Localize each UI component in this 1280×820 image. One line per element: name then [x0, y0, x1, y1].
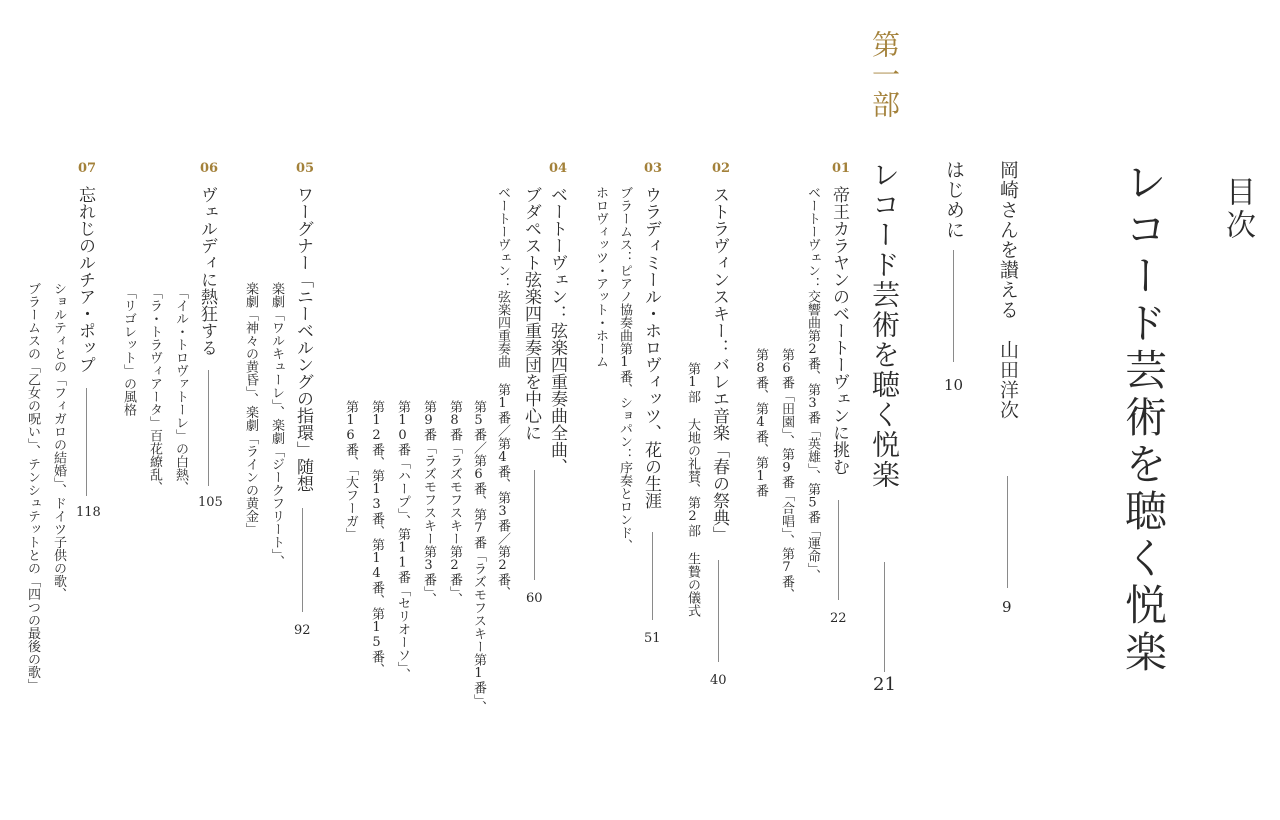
- chapter-subtitle: 第1部 大地の礼賛、第2部 生贄の儀式: [685, 362, 700, 617]
- page-number: 92: [294, 623, 311, 638]
- leader-line: [208, 370, 209, 486]
- chapter-subtitle: 楽劇「ワルキューレ」、楽劇「ジークフリート」、: [269, 282, 284, 568]
- chapter-subtitle: 第9番「ラズモフスキー第3番」、: [421, 400, 436, 606]
- leader-line: [884, 562, 885, 672]
- chapter-subtitle: ブラームス：ピアノ協奏曲第1番、ショパン：序奏とロンド、: [617, 186, 632, 552]
- chapter-subtitle: 「イル・トロヴァトーレ」の白熱、: [173, 286, 188, 494]
- chapter-title[interactable]: ブダペスト弦楽四重奏団を中心に: [521, 186, 541, 441]
- leader-line: [86, 388, 87, 496]
- preface-entry[interactable]: 岡崎さんを讃える 山田洋次: [997, 160, 1019, 420]
- leader-line: [302, 508, 303, 612]
- chapter-title[interactable]: ストラヴィンスキー：バレエ音楽「春の祭典」: [709, 186, 729, 543]
- chapter-subtitle: 第5番／第6番、第7番「ラズモフスキー第1番」、: [471, 400, 486, 714]
- page-number: 118: [76, 505, 101, 520]
- leader-line: [1007, 476, 1008, 588]
- chapter-title[interactable]: 帝王カラヤンのベートーヴェンに挑む: [829, 186, 849, 475]
- intro-entry[interactable]: はじめに: [943, 160, 965, 240]
- chapter-number: 03: [644, 161, 663, 176]
- chapter-subtitle: 第12番、第13番、第14番、第15番、: [369, 400, 384, 676]
- chapter-number: 01: [832, 161, 851, 176]
- book-title: レコード芸術を聴く悦楽: [1119, 160, 1168, 677]
- part-label: 第一部: [868, 30, 901, 120]
- chapter-title[interactable]: ワーグナー「ニーベルングの指環」随想: [293, 186, 313, 492]
- page-number: 22: [830, 611, 847, 626]
- page-number: 9: [1002, 598, 1012, 616]
- chapter-number: 07: [78, 161, 97, 176]
- page-number: 40: [710, 673, 727, 688]
- chapter-subtitle: 第10番「ハープ」、第11番「セリオーソ」、: [395, 400, 410, 681]
- leader-line: [953, 250, 954, 362]
- page-number: 51: [644, 631, 661, 646]
- leader-line: [652, 532, 653, 620]
- page-number: 105: [198, 495, 223, 510]
- chapter-title[interactable]: ベートーヴェン：弦楽四重奏曲全曲、: [547, 186, 567, 475]
- chapter-subtitle: 第6番「田園」、第9番「合唱」、第7番、: [779, 348, 794, 601]
- chapter-title[interactable]: ヴェルディに熱狂する: [197, 186, 217, 356]
- chapter-subtitle: ベートーヴェン：弦楽四重奏曲 第1番／第4番、第3番／第2番、: [495, 186, 510, 599]
- chapter-title[interactable]: 忘れじのルチア・ポップ: [75, 186, 95, 373]
- leader-line: [838, 500, 839, 600]
- chapter-subtitle: ショルティとの「フィガロの結婚」、ドイツ子供の歌、: [51, 282, 66, 601]
- chapter-subtitle: 楽劇「神々の黄昏」、楽劇「ラインの黄金」: [243, 282, 258, 536]
- part-title[interactable]: レコード芸術を聴く悦楽: [868, 160, 901, 490]
- chapter-subtitle: 第8番「ラズモフスキー第2番」、: [447, 400, 462, 606]
- chapter-subtitle: 第16番、「大フーガ」: [343, 400, 358, 541]
- page-number: 10: [944, 376, 964, 394]
- chapter-number: 05: [296, 161, 315, 176]
- chapter-subtitle: 「ラ・トラヴィアータ」百花繚乱、: [147, 286, 162, 494]
- chapter-number: 06: [200, 161, 219, 176]
- toc-heading: 目次: [1220, 176, 1255, 242]
- chapter-subtitle: ベートーヴェン：交響曲第2番、第3番「英雄」、第5番「運命」、: [805, 186, 820, 582]
- chapter-subtitle: 第8番、第4番、第1番: [753, 348, 768, 497]
- chapter-subtitle: ブラームスの「乙女の呪い」、テンシュテットとの「四つの最後の歌」: [25, 282, 40, 692]
- chapter-number: 02: [712, 161, 731, 176]
- chapter-title[interactable]: ウラディミール・ホロヴィッツ、花の生涯: [641, 186, 661, 509]
- leader-line: [534, 470, 535, 580]
- chapter-subtitle: 「リゴレット」の風格: [121, 286, 136, 416]
- page-number: 60: [526, 591, 543, 606]
- chapter-number: 04: [549, 161, 568, 176]
- chapter-subtitle: ホロヴィッツ・アット・ホーム: [593, 186, 608, 368]
- leader-line: [718, 560, 719, 662]
- page-number: 21: [873, 674, 896, 695]
